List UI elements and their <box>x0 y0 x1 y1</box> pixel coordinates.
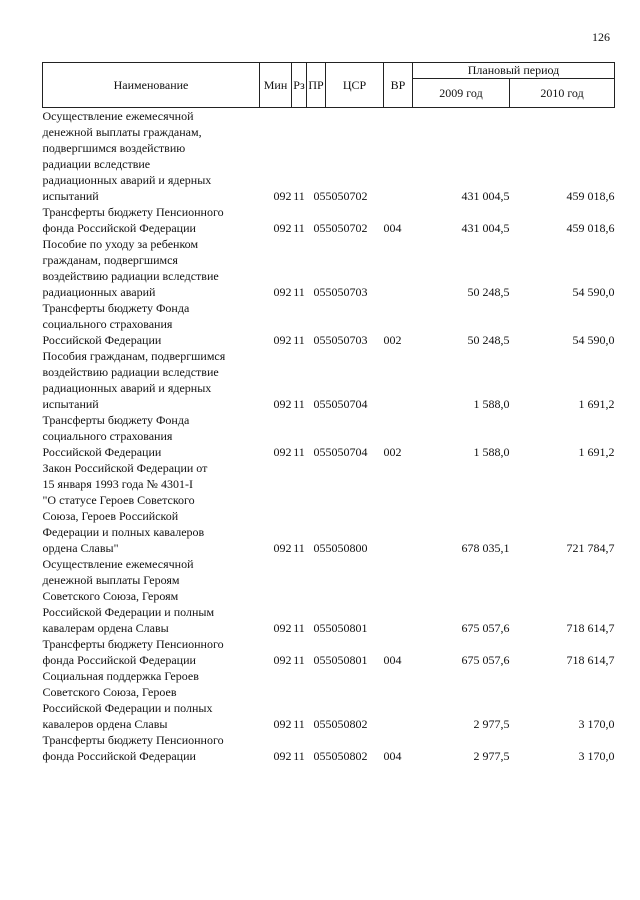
row-name <box>43 300 260 348</box>
row-name <box>43 460 260 556</box>
row-name-line: фонда Российской Федерации <box>42 749 196 763</box>
row-name-line: социального страхования <box>42 317 173 331</box>
row-min: 092 <box>273 397 292 411</box>
row-value-2009: 431 004,5 <box>461 189 510 203</box>
row-name-line: воздействию радиации вследствие <box>42 269 219 283</box>
row-min: 092 <box>273 653 292 667</box>
row-vr <box>384 108 413 205</box>
row-name-line: денежной выплаты Героям <box>42 573 180 587</box>
row-vr: 002 <box>383 333 402 347</box>
table-body <box>43 108 615 765</box>
header-csr: ЦСР <box>326 63 384 108</box>
row-name-line: 15 января 1993 года № 4301-I <box>42 477 193 491</box>
row-value-2009: 1 588,0 <box>473 397 510 411</box>
row-csr: 5050801 <box>325 653 368 667</box>
row-rz: 11 <box>293 653 305 667</box>
row-name-line: Трансферты бюджету Фонда <box>42 301 190 315</box>
row-vr <box>384 236 413 300</box>
row-name-line: Российской Федерации и полных <box>42 701 213 715</box>
row-name-line: Осуществление ежемесячной <box>42 557 194 571</box>
header-year-2010: 2010 год <box>510 78 615 107</box>
budget-table <box>42 62 615 764</box>
row-rz: 11 <box>293 717 305 731</box>
row-rz: 11 <box>293 397 305 411</box>
row-name <box>43 668 260 732</box>
row-name-line: "О статусе Героев Советского <box>42 493 195 507</box>
row-min: 092 <box>273 285 292 299</box>
row-csr: 5050703 <box>325 285 368 299</box>
row-pr: 05 <box>313 221 326 235</box>
row-pr: 05 <box>313 621 326 635</box>
table-row <box>43 204 615 236</box>
row-vr: 002 <box>383 445 402 459</box>
row-name-line: Союза, Героев Российской <box>42 509 179 523</box>
row-value-2009: 678 035,1 <box>461 541 510 555</box>
row-name-line: кавалерам ордена Славы <box>42 621 169 635</box>
row-name-line: социального страхования <box>42 429 173 443</box>
table-row <box>43 556 615 636</box>
row-min: 092 <box>273 717 292 731</box>
row-csr: 5050802 <box>325 749 368 763</box>
row-min: 092 <box>273 445 292 459</box>
row-name-line: радиационных аварий и ядерных <box>42 173 212 187</box>
row-name-line: радиации вследствие <box>42 157 151 171</box>
row-name-line: кавалеров ордена Славы <box>42 717 168 731</box>
header-year-2009: 2009 год <box>413 78 510 107</box>
table-header <box>43 63 615 108</box>
row-name-line: Закон Российской Федерации от <box>42 461 208 475</box>
row-value-2009: 2 977,5 <box>473 749 510 763</box>
row-name-line: Российской Федерации и полным <box>42 605 215 619</box>
header-plan-period: Плановый период <box>413 63 615 79</box>
row-name-line: Российской Федерации <box>42 333 162 347</box>
header-name: Наименование <box>43 63 260 108</box>
row-pr: 05 <box>313 333 326 347</box>
row-name-line: Трансферты бюджету Пенсионного <box>42 733 224 747</box>
row-value-2010: 3 170,0 <box>578 717 615 731</box>
row-value-2010: 721 784,7 <box>566 541 615 555</box>
row-rz: 11 <box>293 621 305 635</box>
table-row <box>43 236 615 300</box>
row-csr: 5050801 <box>325 621 368 635</box>
row-name-line: гражданам, подвергшимся <box>42 253 178 267</box>
row-rz: 11 <box>293 189 305 203</box>
row-name-line: испытаний <box>42 397 99 411</box>
row-pr: 05 <box>313 285 326 299</box>
row-value-2009: 431 004,5 <box>461 221 510 235</box>
row-name-line: Федерации и полных кавалеров <box>42 525 205 539</box>
row-csr: 5050704 <box>325 397 368 411</box>
row-pr: 05 <box>313 445 326 459</box>
row-pr: 05 <box>313 189 326 203</box>
row-rz: 11 <box>293 285 305 299</box>
row-name <box>43 204 260 236</box>
header-min: Мин <box>260 63 292 108</box>
row-name-line: фонда Российской Федерации <box>42 221 196 235</box>
row-name-line: денежной выплаты гражданам, <box>42 125 202 139</box>
row-name-line: ордена Славы" <box>42 541 119 555</box>
row-value-2010: 459 018,6 <box>566 221 615 235</box>
row-name-line: радиационных аварий и ядерных <box>42 381 212 395</box>
row-min: 092 <box>273 189 292 203</box>
row-name <box>43 236 260 300</box>
row-name-line: Советского Союза, Героям <box>42 589 179 603</box>
row-value-2010: 718 614,7 <box>566 621 615 635</box>
row-csr: 5050703 <box>325 333 368 347</box>
row-value-2010: 459 018,6 <box>566 189 615 203</box>
table-row <box>43 108 615 205</box>
row-vr: 004 <box>383 749 402 763</box>
row-rz: 11 <box>293 749 305 763</box>
row-rz: 11 <box>293 541 305 555</box>
row-value-2010: 3 170,0 <box>578 749 615 763</box>
row-name <box>43 636 260 668</box>
row-name <box>43 732 260 764</box>
row-csr: 5050702 <box>325 189 368 203</box>
row-csr: 5050802 <box>325 717 368 731</box>
row-value-2009: 675 057,6 <box>461 621 510 635</box>
row-name <box>43 348 260 412</box>
row-value-2010: 1 691,2 <box>578 397 615 411</box>
row-min: 092 <box>273 541 292 555</box>
row-name-line: Трансферты бюджету Пенсионного <box>42 205 224 219</box>
row-value-2009: 1 588,0 <box>473 445 510 459</box>
row-rz: 11 <box>293 333 305 347</box>
table-row <box>43 636 615 668</box>
row-pr: 05 <box>313 397 326 411</box>
row-min: 092 <box>273 749 292 763</box>
row-pr: 05 <box>313 717 326 731</box>
row-name-line: Осуществление ежемесячной <box>42 109 194 123</box>
row-name-line: Трансферты бюджету Фонда <box>42 413 190 427</box>
row-name-line: Социальная поддержка Героев <box>42 669 199 683</box>
row-vr <box>384 556 413 636</box>
row-value-2009: 675 057,6 <box>461 653 510 667</box>
table-row <box>43 300 615 348</box>
row-value-2009: 2 977,5 <box>473 717 510 731</box>
row-value-2009: 50 248,5 <box>467 285 510 299</box>
page-number: 126 <box>592 30 610 44</box>
row-value-2010: 718 614,7 <box>566 653 615 667</box>
row-name-line: Пособия гражданам, подвергшимся <box>42 349 226 363</box>
row-min: 092 <box>273 221 292 235</box>
row-csr: 5050704 <box>325 445 368 459</box>
row-csr: 5050800 <box>325 541 368 555</box>
row-rz: 11 <box>293 221 305 235</box>
header-rz: Рз <box>292 63 307 108</box>
row-vr: 004 <box>383 653 402 667</box>
row-value-2010: 54 590,0 <box>572 333 615 347</box>
table-row <box>43 668 615 732</box>
row-vr: 004 <box>383 221 402 235</box>
row-name-line: подвергшимся воздействию <box>42 141 186 155</box>
row-min: 092 <box>273 333 292 347</box>
row-name-line: воздействию радиации вследствие <box>42 365 219 379</box>
row-name-line: испытаний <box>42 189 99 203</box>
row-pr: 05 <box>313 749 326 763</box>
table-row <box>43 460 615 556</box>
header-pr: ПР <box>307 63 326 108</box>
row-vr <box>384 348 413 412</box>
table-row <box>43 412 615 460</box>
row-name <box>43 412 260 460</box>
row-min: 092 <box>273 621 292 635</box>
row-vr <box>384 460 413 556</box>
row-csr: 5050702 <box>325 221 368 235</box>
row-name-line: Советского Союза, Героев <box>42 685 177 699</box>
row-value-2010: 1 691,2 <box>578 445 615 459</box>
row-value-2009: 50 248,5 <box>467 333 510 347</box>
row-name-line: Пособие по уходу за ребенком <box>42 237 199 251</box>
row-rz: 11 <box>293 445 305 459</box>
row-pr: 05 <box>313 541 326 555</box>
row-name-line: Российской Федерации <box>42 445 162 459</box>
row-value-2010: 54 590,0 <box>572 285 615 299</box>
table-row <box>43 732 615 764</box>
row-pr: 05 <box>313 653 326 667</box>
row-name-line: радиационных аварий <box>42 285 156 299</box>
row-name-line: Трансферты бюджету Пенсионного <box>42 637 224 651</box>
row-name-line: фонда Российской Федерации <box>42 653 196 667</box>
table-row <box>43 348 615 412</box>
header-vr: ВР <box>384 63 413 108</box>
row-vr <box>384 668 413 732</box>
row-name <box>43 556 260 636</box>
row-name <box>43 108 260 205</box>
